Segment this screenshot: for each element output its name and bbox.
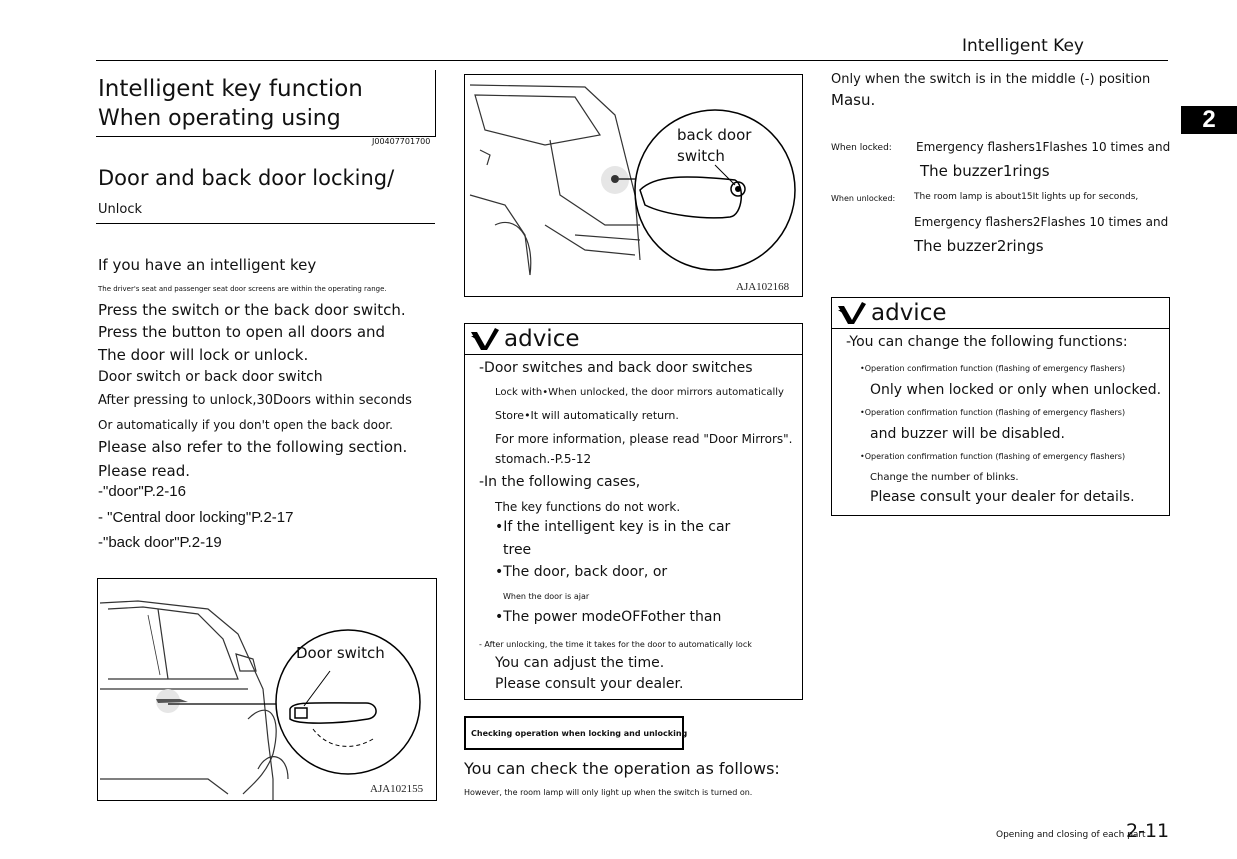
advice-line: -Door switches and back door switches xyxy=(479,360,753,376)
body-line: After pressing to unlock,30Doors within seconds xyxy=(98,393,412,408)
door-switch-illustration xyxy=(98,579,436,800)
door-switch-callout: Door switch xyxy=(296,644,385,662)
advice-line: You can adjust the time. xyxy=(495,655,665,671)
check-section-title: Checking operation when locking and unlocking xyxy=(471,729,688,738)
doc-code: J00407701700 xyxy=(372,137,431,146)
advice-rule xyxy=(832,328,1169,329)
locked-line2: The buzzer1rings xyxy=(920,162,1050,180)
running-header-title: Intelligent Key xyxy=(962,36,1084,56)
intro-line2: Masu. xyxy=(831,91,876,109)
advice-heading xyxy=(836,300,947,326)
advice-line: •Operation confirmation function (flashing of emergency flashers) xyxy=(860,364,1126,373)
back-door-switch-illustration xyxy=(465,75,802,296)
advice-line: Please consult your dealer. xyxy=(495,676,684,692)
advice-line: The key functions do not work. xyxy=(495,500,681,514)
check-note: However, the room lamp will only light up when the switch is turned on. xyxy=(464,788,753,797)
advice-hand-icon xyxy=(469,326,501,352)
advice-heading xyxy=(469,326,580,352)
advice-heading-text: advice xyxy=(871,300,947,326)
advice-line: •If the intelligent key is in the car xyxy=(495,519,731,535)
advice-line: -In the following cases, xyxy=(479,474,641,490)
advice-line: Change the number of blinks. xyxy=(870,472,1019,483)
reference-link[interactable]: -"door"P.2-16 xyxy=(98,483,186,500)
body-line: The door will lock or unlock. xyxy=(98,346,309,364)
advice-line: and buzzer will be disabled. xyxy=(870,426,1065,442)
section-heading: Door and back door locking/ xyxy=(98,166,395,190)
advice-line: - After unlocking, the time it takes for the door to automatically lock xyxy=(479,640,752,649)
back-door-switch-figure xyxy=(464,74,803,297)
body-line: Or automatically if you don't open the back door. xyxy=(98,418,393,432)
advice-heading-text: advice xyxy=(504,326,580,352)
figure-code: AJA102168 xyxy=(736,281,790,293)
advice-line: Lock with•When unlocked, the door mirrors automatically xyxy=(495,387,784,398)
header-rule xyxy=(96,60,1168,61)
reference-link[interactable]: - "Central door locking"P.2-17 xyxy=(98,509,294,526)
body-line: Press the button to open all doors and xyxy=(98,323,386,341)
advice-line: When the door is ajar xyxy=(503,592,590,601)
unlocked-line1: The room lamp is about15It lights up for seconds, xyxy=(914,192,1139,202)
unlocked-line2: Emergency flashers2Flashes 10 times and xyxy=(914,215,1169,229)
advice-line: Please consult your dealer for details. xyxy=(870,489,1135,505)
chapter-tab: 2 xyxy=(1181,106,1237,134)
back-door-callout-line2: switch xyxy=(677,147,725,165)
page-title: Intelligent key function xyxy=(98,76,363,102)
advice-rule xyxy=(465,354,802,355)
check-body: You can check the operation as follows: xyxy=(464,759,780,778)
advice-line: •The power modeOFFother than xyxy=(495,609,722,625)
section-subheading: Unlock xyxy=(98,202,142,217)
intro-line1: Only when the switch is in the middle (-) position xyxy=(831,72,1151,87)
door-switch-figure xyxy=(97,578,437,801)
unlocked-line3: The buzzer2rings xyxy=(914,237,1044,255)
reference-link[interactable]: -"back door"P.2-19 xyxy=(98,534,222,551)
footer-section-name: Opening and closing of each part xyxy=(996,830,1146,840)
page-number: 2-11 xyxy=(1126,820,1170,842)
advice-box xyxy=(464,323,803,700)
advice-box xyxy=(831,297,1170,516)
body-line: Door switch or back door switch xyxy=(98,369,323,385)
section-rule xyxy=(96,223,435,224)
advice-line: -You can change the following functions: xyxy=(846,334,1128,350)
advice-line: •Operation confirmation function (flashing of emergency flashers) xyxy=(860,408,1126,417)
body-line: Press the switch or the back door switch. xyxy=(98,301,406,319)
unlocked-label: When unlocked: xyxy=(831,194,896,203)
advice-line: •The door, back door, or xyxy=(495,564,668,580)
advice-line: Store•It will automatically return. xyxy=(495,409,679,422)
page-subtitle: When operating using xyxy=(98,106,341,131)
body-line: If you have an intelligent key xyxy=(98,256,317,274)
locked-line1: Emergency flashers1Flashes 10 times and xyxy=(916,140,1171,154)
locked-label: When locked: xyxy=(831,143,892,153)
body-line: Please also refer to the following section. xyxy=(98,438,408,456)
back-door-callout-line1: back door xyxy=(677,126,752,144)
advice-line: stomach.-P.5-12 xyxy=(495,452,592,466)
advice-hand-icon xyxy=(836,300,868,326)
body-line: The driver's seat and passenger seat door screens are within the operating range. xyxy=(98,285,387,293)
advice-line: tree xyxy=(503,542,532,558)
figure-code: AJA102155 xyxy=(370,783,424,795)
advice-line: Only when locked or only when unlocked. xyxy=(870,382,1162,398)
advice-line: For more information, please read "Door Mirrors". xyxy=(495,432,793,446)
body-line: Please read. xyxy=(98,462,190,480)
advice-line: •Operation confirmation function (flashing of emergency flashers) xyxy=(860,452,1126,461)
